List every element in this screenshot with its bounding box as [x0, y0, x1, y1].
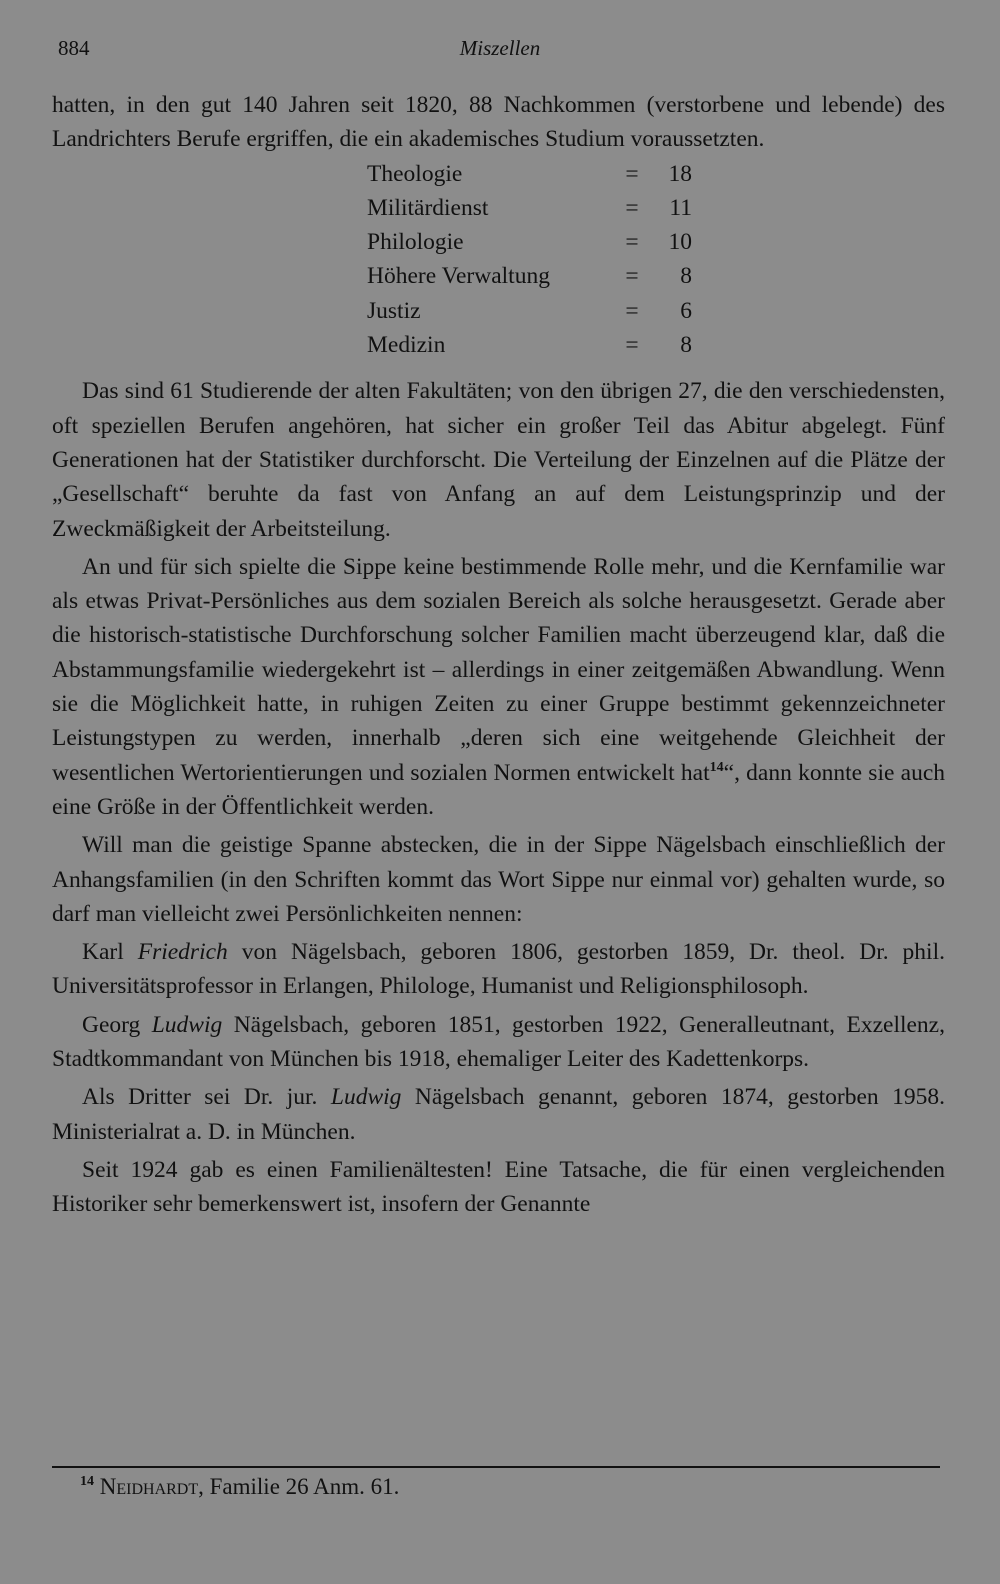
row-value: 6 — [680, 297, 692, 324]
table-row — [367, 191, 692, 225]
row-value: 8 — [680, 332, 692, 359]
row-label: Militärdienst — [367, 194, 489, 221]
paragraph-text: Als Dritter sei Dr. jur. — [82, 1084, 331, 1111]
occupation-table — [367, 157, 692, 363]
page-header — [0, 36, 1000, 66]
body-text — [52, 88, 945, 1222]
row-equals: = — [625, 263, 639, 290]
paragraph-text: Karl — [82, 939, 138, 966]
table-row — [367, 157, 692, 191]
emphasized-name: Ludwig — [151, 1011, 223, 1038]
row-equals: = — [625, 160, 639, 187]
paragraph-text: “, dann konnte sie auch eine Größe in der Öffentlichkeit werden. — [52, 759, 946, 820]
paragraph — [52, 1080, 945, 1149]
row-label: Medizin — [367, 332, 446, 359]
paragraph-text: von Nägelsbach, geboren 1806, gestorben 1859, Dr. theol. Dr. phil. Universitätsprofessor in Erlangen, Philologe, Humanist und Religionsphilosoph. — [52, 939, 945, 1000]
row-equals: = — [625, 194, 639, 221]
paragraph: Seit 1924 gab es einen Familienältesten! Eine Tatsache, die für einen vergleichenden Historiker sehr bemerkenswert ist, insofern der Genannte — [52, 1156, 945, 1218]
paragraph — [52, 550, 945, 824]
row-equals: = — [625, 229, 639, 256]
table-row — [367, 328, 692, 362]
emphasized-name: Ludwig — [330, 1084, 402, 1111]
paragraph: Das sind 61 Studierende der alten Fakultäten; von den übrigen 27, die den verschiedensten, oft speziellen Berufen angehören, hat sicher ein großer Teil das Abitur abgelegt. Fünf Generationen hat der Statistiker durchforscht. Die Verteilung der Einzelnen auf die Plätze der „Gesellschaft“ beruhte da fast von Anfang an auf dem Leistungsprinzip und der Zweckmäßigkeit der Arbeitsteilung. — [52, 378, 945, 542]
footnote — [80, 1470, 399, 1504]
paragraph — [52, 1008, 945, 1077]
table-row — [367, 294, 692, 328]
table-row — [367, 259, 692, 293]
row-value: 11 — [669, 194, 692, 221]
row-equals: = — [625, 297, 639, 324]
emphasized-name: Friedrich — [137, 939, 228, 966]
row-label: Theologie — [367, 160, 463, 187]
paragraph — [52, 935, 945, 1004]
paragraph-text: Georg — [82, 1011, 152, 1038]
running-head: Miszellen — [459, 36, 541, 60]
table-row — [367, 225, 692, 259]
row-label: Höhere Verwaltung — [367, 263, 550, 290]
row-value: 10 — [668, 229, 692, 256]
paragraph-text: Nägelsbach, geboren 1851, gestorben 1922, Generalleutnant, Exzellenz, Stadtkommandant von München bis 1918, ehemaliger Leiter des Kadettenkorps. — [52, 1011, 945, 1073]
footnote-number: 14 — [80, 1474, 94, 1489]
paragraph: hatten, in den gut 140 Jahren seit 1820, 88 Nachkommen (verstorbene und lebende) des Landrichters Berufe ergriffen, die ein akademisches Studium voraussetzten. — [52, 92, 945, 153]
paragraph: Will man die geistige Spanne abstecken, die in der Sippe Nägelsbach einschließlich der Anhangsfamilien (in den Schriften kommt das Wort Sippe nur einmal vor) gehalten wurde, so darf man vielleicht zwei Persönlichkeiten nennen: — [52, 832, 945, 927]
row-label: Philologie — [367, 229, 464, 256]
row-value: 18 — [668, 160, 692, 187]
paragraph-text: An und für sich spielte die Sippe keine bestimmende Rolle mehr, und die Kernfamilie war als etwas Privat-Persönliches aus dem sozialen Bereich als solche herausgesetzt. Gerade aber die historisch-statistische Durchforschung solcher Familien macht überzeugend klar, daß die Abstammungsfamilie wiedergekehrt ist – allerdings in einer zeitgemäßen Abwandlung. Wenn sie die Möglichkeit hatte, in ruhigen Zeiten zu einer Gruppe bestimmt gekennzeichneter Leistungstypen zu werden, innerhalb „deren sich eine weitgehende Gleichheit der wesentlichen Wertorientierungen und sozialen Normen entwickelt hat — [52, 553, 945, 786]
row-value: 8 — [680, 263, 692, 290]
paragraph-text: Nägelsbach genannt, geboren 1874, gestorben 1958. Ministerialrat a. D. in München. — [52, 1084, 945, 1145]
row-label: Justiz — [367, 297, 421, 324]
footnote-reference: 14 — [709, 759, 724, 775]
footnote-text: , Familie 26 Anm. 61. — [198, 1474, 400, 1499]
row-equals: = — [625, 332, 639, 359]
page-number: 884 — [58, 36, 90, 60]
footnote-rule — [52, 1466, 940, 1468]
footnote-author: Neidhardt — [99, 1474, 199, 1499]
